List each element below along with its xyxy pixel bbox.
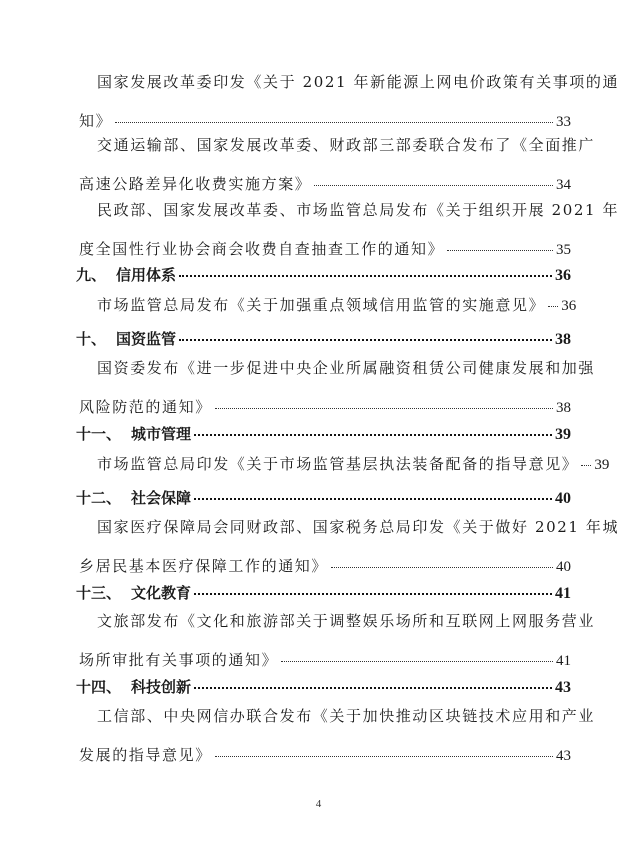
toc-section-heading[interactable] — [76, 487, 571, 508]
dot-leader — [215, 408, 553, 409]
toc-entry[interactable] — [79, 518, 620, 575]
toc-section-heading[interactable] — [76, 328, 571, 349]
toc-entry-line2: 风险防范的通知》 — [79, 398, 212, 416]
section-page-number: 41 — [555, 585, 571, 602]
dot-leader — [281, 661, 553, 662]
dot-leader — [194, 434, 552, 436]
toc-entry-line2: 乡居民基本医疗保障工作的通知》 — [79, 557, 329, 575]
section-page-number: 36 — [555, 267, 571, 284]
dot-leader — [314, 185, 553, 186]
section-title: 信用体系 — [116, 266, 177, 284]
toc-entry[interactable] — [79, 612, 596, 669]
toc-entry[interactable] — [79, 359, 596, 416]
section-title: 文化教育 — [131, 584, 192, 602]
toc-entry-line1: 民政部、国家发展改革委、市场监管总局发布《关于组织开展 2021 年 — [97, 201, 620, 219]
toc-entry-line1: 市场监管总局印发《关于市场监管基层执法装备配备的指导意见》 — [97, 455, 579, 473]
dot-leader — [548, 306, 558, 307]
toc-page-number: 36 — [561, 298, 577, 314]
toc-entry-line2: 度全国性行业协会商会收费自查抽查工作的通知》 — [79, 240, 445, 258]
section-number: 十、 — [76, 330, 107, 348]
toc-entry-line2: 知》 — [79, 112, 113, 130]
dot-leader — [194, 593, 552, 595]
section-number: 十二、 — [76, 489, 122, 507]
toc-entry[interactable] — [79, 201, 620, 258]
toc-section-heading[interactable] — [76, 582, 571, 603]
section-page-number: 43 — [555, 679, 571, 696]
toc-page-number: 43 — [556, 748, 571, 764]
toc-entry[interactable] — [97, 455, 610, 473]
section-title: 城市管理 — [131, 425, 192, 443]
toc-page-number: 34 — [556, 177, 571, 193]
section-number: 九、 — [76, 266, 107, 284]
toc-entry-line1: 国家发展改革委印发《关于 2021 年新能源上网电价政策有关事项的通 — [97, 73, 620, 91]
section-title: 科技创新 — [131, 678, 192, 696]
toc-page-number: 33 — [556, 114, 571, 130]
dot-leader — [194, 687, 552, 689]
toc-entry-line2: 场所审批有关事项的通知》 — [79, 651, 279, 669]
toc-page-number: 41 — [556, 653, 571, 669]
toc-section-heading[interactable] — [76, 264, 571, 285]
section-number: 十四、 — [76, 678, 122, 696]
section-page-number: 40 — [555, 490, 571, 507]
toc-entry-line1: 市场监管总局发布《关于加强重点领域信用监管的实施意见》 — [97, 296, 546, 314]
dot-leader — [115, 122, 553, 123]
dot-leader — [331, 567, 553, 568]
toc-entry[interactable] — [79, 73, 620, 130]
dot-leader — [179, 275, 552, 277]
dot-leader — [179, 339, 552, 341]
section-title: 国资监管 — [116, 330, 177, 348]
toc-page-number: 35 — [556, 242, 571, 258]
toc-entry-line1: 文旅部发布《文化和旅游部关于调整娱乐场所和互联网上网服务营业 — [97, 612, 596, 630]
toc-entry-line2: 发展的指导意见》 — [79, 746, 212, 764]
toc-entry-line1: 工信部、中央网信办联合发布《关于加快推动区块链技术应用和产业 — [97, 707, 596, 725]
toc-entry[interactable] — [97, 296, 577, 314]
toc-entry-line1: 交通运输部、国家发展改革委、财政部三部委联合发布了《全面推广 — [97, 136, 596, 154]
dot-leader — [447, 250, 553, 251]
toc-entry[interactable] — [79, 136, 596, 193]
dot-leader — [215, 756, 553, 757]
toc-section-heading[interactable] — [76, 423, 571, 444]
toc-entry-line2: 高速公路差异化收费实施方案》 — [79, 175, 312, 193]
toc-page-number: 39 — [594, 457, 610, 473]
toc-entry-line1: 国资委发布《进一步促进中央企业所属融资租赁公司健康发展和加强 — [97, 359, 596, 377]
toc-entry[interactable] — [79, 707, 596, 764]
toc-section-heading[interactable] — [76, 676, 571, 697]
dot-leader — [581, 465, 591, 466]
toc-page-number: 38 — [556, 400, 571, 416]
section-number: 十一、 — [76, 425, 122, 443]
toc-page-number: 40 — [556, 559, 571, 575]
toc-entry-line1: 国家医疗保障局会同财政部、国家税务总局印发《关于做好 2021 年城 — [97, 518, 620, 536]
section-page-number: 39 — [555, 426, 571, 443]
dot-leader — [194, 498, 552, 500]
section-number: 十三、 — [76, 584, 122, 602]
section-title: 社会保障 — [131, 489, 192, 507]
section-page-number: 38 — [555, 331, 571, 348]
footer-page-number: 4 — [315, 798, 322, 810]
